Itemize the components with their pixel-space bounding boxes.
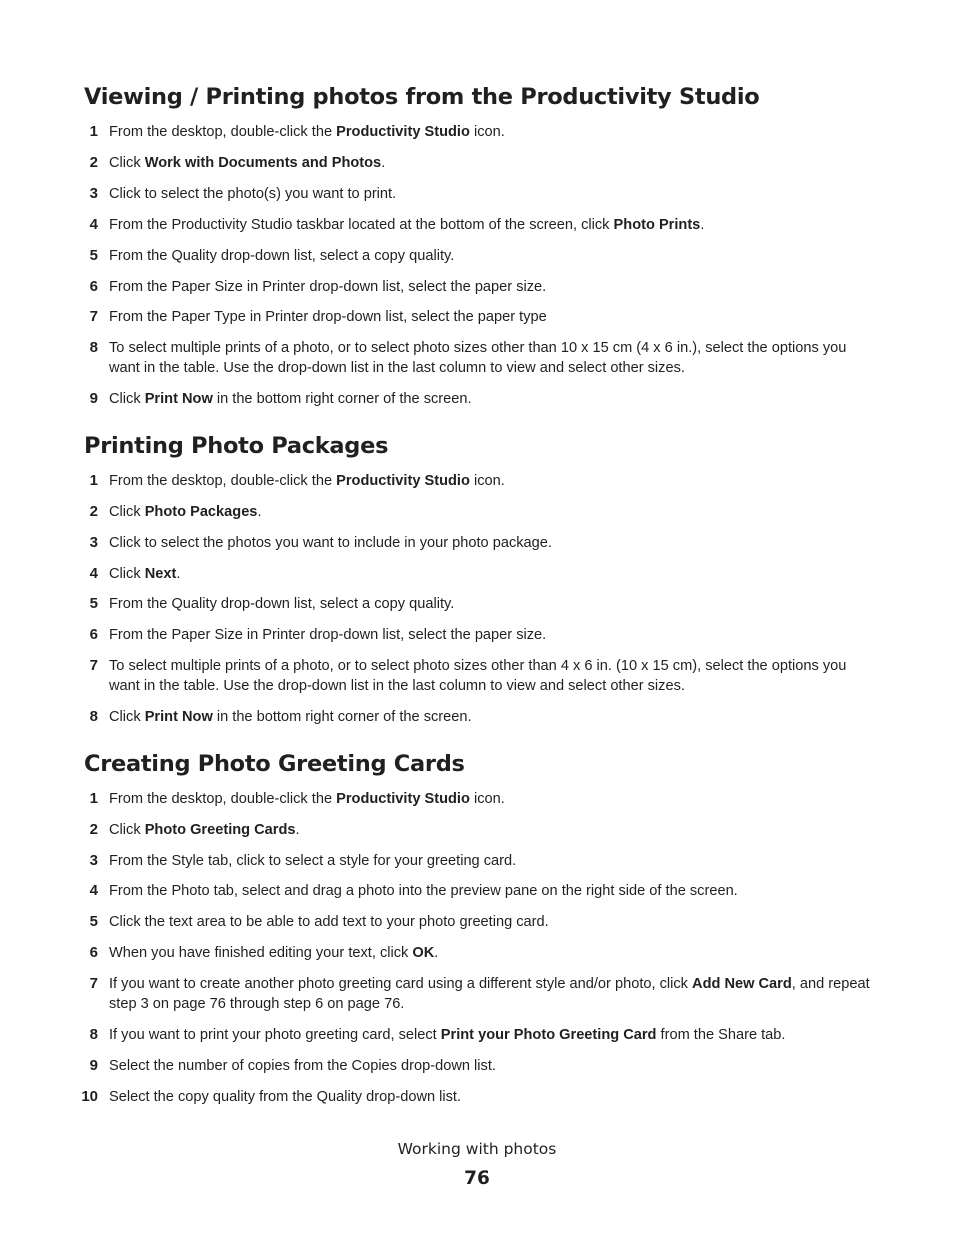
- ui-term: Productivity Studio: [336, 791, 470, 807]
- step-text-run: icon.: [469, 473, 505, 489]
- step-number: 10: [81, 1088, 98, 1105]
- step-text-run: .: [257, 504, 262, 520]
- step-number: 2: [89, 154, 98, 171]
- step-text: [109, 389, 874, 409]
- step-text-run: From the desktop, double-click the: [109, 791, 337, 807]
- ui-term: Productivity Studio: [336, 124, 470, 140]
- step-text: [109, 564, 874, 584]
- step-number: 1: [89, 123, 98, 140]
- step-text: [109, 594, 874, 614]
- step-text: [109, 184, 874, 204]
- step-text-run: From the desktop, double-click the: [109, 124, 337, 140]
- step-text: [109, 707, 874, 727]
- step-number: 6: [89, 626, 98, 643]
- step-text-run: Click to select the photos you want to include in your photo package.: [109, 535, 552, 551]
- step-text-run: .: [295, 822, 300, 838]
- step-text-run: From the Productivity Studio taskbar located at the bottom of the screen, click: [109, 217, 614, 233]
- step-number: 4: [89, 882, 98, 899]
- step-text: [109, 533, 874, 553]
- section-title-greeting-cards: Creating Photo Greeting Cards: [84, 751, 465, 777]
- step-number: 7: [89, 308, 98, 325]
- step-number: 1: [89, 472, 98, 489]
- step-text: [109, 1056, 874, 1076]
- step-text-run: To select multiple prints of a photo, or to select photo sizes other than 10 x 15 cm (4 x 6 in.), select the options you want in the table. Use the drop-down list in the last column to view and select other sizes.: [109, 340, 847, 376]
- step-number: 4: [89, 565, 98, 582]
- step-text-run: icon.: [469, 124, 505, 140]
- step-number: 3: [89, 185, 98, 202]
- step-number: 2: [89, 503, 98, 520]
- step-text: [109, 851, 874, 871]
- step-text: [109, 625, 874, 645]
- step-number: 9: [89, 390, 98, 407]
- step-text: [109, 789, 874, 809]
- step-text: [109, 1087, 874, 1107]
- step-number: 7: [89, 657, 98, 674]
- step-text: [109, 246, 874, 266]
- step-text-run: Click: [109, 155, 145, 171]
- step-text: [109, 277, 874, 297]
- step-number: 3: [89, 534, 98, 551]
- step-text-run: From the desktop, double-click the: [109, 473, 337, 489]
- step-text-run: Click: [109, 391, 145, 407]
- step-number: 9: [89, 1057, 98, 1074]
- step-text-run: From the Quality drop-down list, select a copy quality.: [109, 248, 455, 264]
- step-number: 4: [89, 216, 98, 233]
- step-text-run: .: [434, 945, 439, 961]
- step-text-run: Click: [109, 822, 145, 838]
- step-number: 2: [89, 821, 98, 838]
- step-text-run: .: [381, 155, 386, 171]
- ui-term: Print your Photo Greeting Card: [440, 1027, 657, 1043]
- ui-term: Print Now: [144, 709, 213, 725]
- ui-term: OK: [412, 945, 435, 961]
- ui-term: Add New Card: [692, 976, 792, 992]
- step-text: [109, 820, 874, 840]
- step-text: [109, 943, 874, 963]
- step-text: [109, 122, 874, 142]
- page-number: 76: [464, 1168, 490, 1189]
- step-text-run: in the bottom right corner of the screen.: [212, 709, 472, 725]
- step-text-run: icon.: [469, 791, 505, 807]
- step-number: 8: [89, 1026, 98, 1043]
- step-text-run: From the Style tab, click to select a style for your greeting card.: [109, 853, 517, 869]
- footer-chapter-title: Working with photos: [397, 1140, 557, 1158]
- step-text-run: Click: [109, 709, 145, 725]
- step-number: 5: [89, 913, 98, 930]
- ui-term: Productivity Studio: [336, 473, 470, 489]
- step-number: 8: [89, 708, 98, 725]
- step-text-run: .: [700, 217, 705, 233]
- step-text: [109, 656, 874, 696]
- ui-term: Next: [144, 566, 177, 582]
- step-text: [109, 307, 874, 327]
- ui-term: Work with Documents and Photos: [144, 155, 382, 171]
- step-number: 7: [89, 975, 98, 992]
- step-text-run: To select multiple prints of a photo, or to select photo sizes other than 4 x 6 in. (10 x 15 cm), select the options you want in the table. Use the drop-down list in the last column to view and select other sizes.: [109, 658, 847, 694]
- step-text-run: Click: [109, 504, 145, 520]
- section-title-viewing-printing: Viewing / Printing photos from the Productivity Studio: [84, 84, 760, 110]
- step-text: [109, 338, 874, 378]
- step-text-run: From the Photo tab, select and drag a photo into the preview pane on the right side of the screen.: [109, 883, 738, 899]
- step-text-run: Click the text area to be able to add text to your photo greeting card.: [109, 914, 549, 930]
- step-text: [109, 881, 874, 901]
- step-text-run: If you want to create another photo greeting card using a different style and/or photo, click: [109, 976, 693, 992]
- step-number: 6: [89, 944, 98, 961]
- step-text-run: Click to select the photo(s) you want to print.: [109, 186, 397, 202]
- ui-term: Photo Greeting Cards: [144, 822, 296, 838]
- step-text-run: .: [176, 566, 181, 582]
- step-number: 5: [89, 595, 98, 612]
- step-text-run: in the bottom right corner of the screen.: [212, 391, 472, 407]
- step-text-run: From the Paper Size in Printer drop-down list, select the paper size.: [109, 279, 547, 295]
- ui-term: Print Now: [144, 391, 213, 407]
- step-text: [109, 215, 874, 235]
- step-text-run: From the Paper Type in Printer drop-down list, select the paper type: [109, 309, 547, 325]
- step-text-run: When you have finished editing your text, click: [109, 945, 413, 961]
- ui-term: Photo Prints: [613, 217, 701, 233]
- step-number: 1: [89, 790, 98, 807]
- step-text: [109, 912, 874, 932]
- step-text: [109, 502, 874, 522]
- step-number: 5: [89, 247, 98, 264]
- step-text-run: From the Paper Size in Printer drop-down list, select the paper size.: [109, 627, 547, 643]
- step-text: [109, 974, 874, 1014]
- step-number: 3: [89, 852, 98, 869]
- step-text-run: From the Quality drop-down list, select a copy quality.: [109, 596, 455, 612]
- step-text-run: Select the copy quality from the Quality drop-down list.: [109, 1089, 462, 1105]
- section-title-photo-packages: Printing Photo Packages: [84, 433, 389, 459]
- step-text: [109, 471, 874, 491]
- step-text: [109, 153, 874, 173]
- step-number: 8: [89, 339, 98, 356]
- step-text-run: from the Share tab.: [656, 1027, 786, 1043]
- ui-term: Photo Packages: [144, 504, 258, 520]
- step-text: [109, 1025, 874, 1045]
- step-text-run: , and repeat step 3 on page 76 through step 6 on page 76.: [109, 976, 870, 1012]
- step-text-run: Select the number of copies from the Copies drop-down list.: [109, 1058, 496, 1074]
- step-text-run: Click: [109, 566, 145, 582]
- step-text-run: If you want to print your photo greeting card, select: [109, 1027, 441, 1043]
- step-number: 6: [89, 278, 98, 295]
